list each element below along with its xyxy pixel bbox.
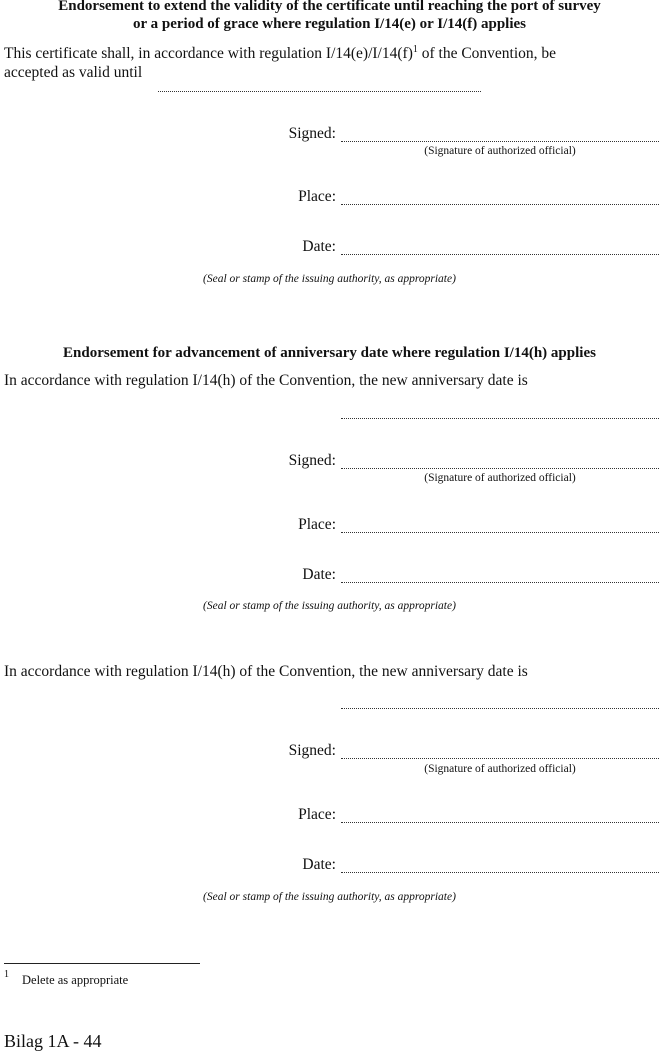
page-label: Bilag 1A - 44: [4, 1031, 102, 1051]
section1-place-field[interactable]: [341, 204, 659, 205]
section3-signed-label: Signed:: [288, 742, 336, 759]
section1-validity-text: [4, 44, 556, 64]
section1-place-label: Place:: [298, 188, 336, 205]
section3-anniversary-date-field[interactable]: [341, 708, 659, 709]
footnote-separator: [4, 963, 200, 964]
footnote-reference: 1: [412, 43, 418, 55]
section3-seal-caption: (Seal or stamp of the issuing authority, as appropriate): [203, 891, 456, 903]
section2-place-field[interactable]: [341, 532, 659, 533]
section1-signature-field[interactable]: [341, 141, 659, 142]
section2-date-label: Date:: [302, 566, 336, 583]
section3-date-field[interactable]: [341, 872, 659, 873]
section1-validity-text-part1: This certificate shall, in accordance with regulation I/14(e)/I/14(f): [4, 45, 413, 62]
footnote: [4, 968, 9, 985]
section3-signature-caption: (Signature of authorized official): [424, 763, 576, 775]
valid-until-field[interactable]: [158, 91, 481, 92]
section3-place-label: Place:: [298, 806, 336, 823]
section1-signed-label: Signed:: [288, 125, 336, 142]
footnote-number: 1: [4, 968, 9, 980]
section1-heading-line2: or a period of grace where regulation I/14(e) or I/14(f) applies: [132, 16, 526, 32]
section3-place-field[interactable]: [341, 822, 659, 823]
section2-seal-caption: (Seal or stamp of the issuing authority, as appropriate): [203, 600, 456, 612]
section1-seal-caption: (Seal or stamp of the issuing authority, as appropriate): [203, 273, 456, 285]
section3-date-label: Date:: [302, 856, 336, 873]
footnote-text: Delete as appropriate: [22, 973, 129, 987]
section2-heading: Endorsement for advancement of anniversary date where regulation I/14(h) applies: [63, 345, 596, 361]
section1-date-field[interactable]: [341, 254, 659, 255]
section2-signature-field[interactable]: [341, 468, 659, 469]
section1-validity-text-part2: of the Convention, be: [417, 45, 557, 62]
section1-validity-text-line2: accepted as valid until: [4, 64, 143, 81]
section1-date-label: Date:: [302, 238, 336, 255]
section2-signed-label: Signed:: [288, 452, 336, 469]
section2-signature-caption: (Signature of authorized official): [424, 472, 576, 484]
section3-signature-field[interactable]: [341, 758, 659, 759]
section3-anniversary-text: In accordance with regulation I/14(h) of the Convention, the new anniversary date is: [4, 663, 528, 680]
section2-anniversary-date-field[interactable]: [341, 418, 659, 419]
section1-signature-caption: (Signature of authorized official): [424, 145, 576, 157]
section1-heading-line1: Endorsement to extend the validity of the certificate until reaching the port of survey: [58, 0, 601, 14]
section2-date-field[interactable]: [341, 582, 659, 583]
section2-anniversary-text: In accordance with regulation I/14(h) of the Convention, the new anniversary date is: [4, 372, 528, 389]
section2-place-label: Place:: [298, 516, 336, 533]
